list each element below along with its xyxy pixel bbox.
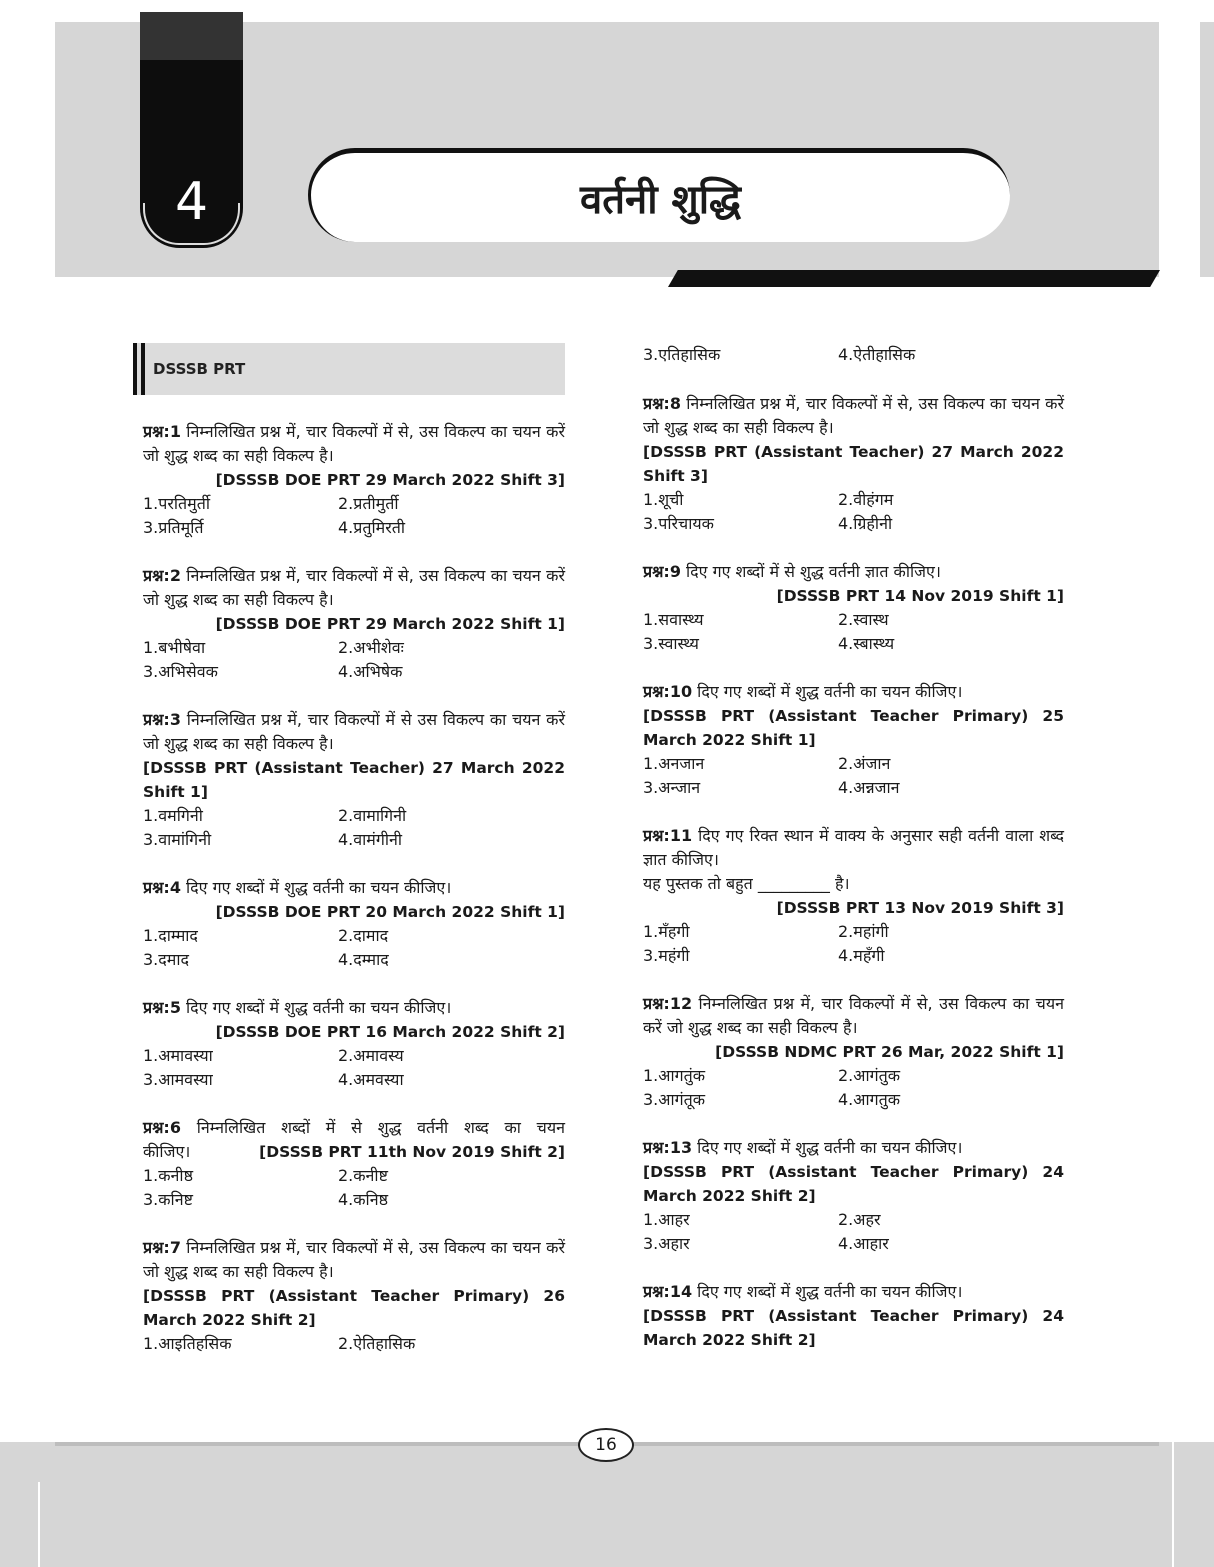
footer-edge — [38, 1482, 40, 1567]
question-label: प्रश्न:9 — [643, 562, 681, 581]
option: 1.आहर — [643, 1210, 690, 1229]
options — [643, 488, 1064, 536]
question-source: [DSSSB DOE PRT 29 March 2022 Shift 1] — [215, 615, 565, 633]
option: 4.स्बास्थ्य — [838, 634, 895, 653]
options — [643, 1208, 1064, 1256]
option: 1.बभीषेवा — [143, 638, 206, 657]
option: 1.वमगिनी — [143, 806, 203, 825]
question-text — [643, 1280, 1064, 1304]
question-source: [DSSSB PRT (Assistant Teacher Primary) 24 March 2022 Shift 2] — [643, 1307, 1064, 1349]
question-text — [143, 708, 565, 756]
tab-cap — [140, 12, 243, 60]
question-8 — [643, 392, 1064, 536]
option: 4.अन्नजान — [838, 778, 900, 797]
question-tail-row — [143, 1140, 565, 1164]
option: 2.अहर — [838, 1210, 881, 1229]
question-1 — [143, 420, 565, 540]
options — [643, 343, 1064, 367]
question-source: [DSSSB DOE PRT 16 March 2022 Shift 2] — [215, 1023, 565, 1041]
question-13 — [643, 1136, 1064, 1256]
question-label: प्रश्न:3 — [143, 710, 181, 729]
question-source: [DSSSB PRT 11th Nov 2019 Shift 2] — [259, 1143, 565, 1161]
option: 3.अन्जान — [643, 778, 701, 797]
option: 2.स्वास्थ — [838, 610, 889, 629]
question-10 — [643, 680, 1064, 800]
option: 2.आगंतुक — [838, 1066, 901, 1085]
question-label: प्रश्न:10 — [643, 682, 693, 701]
option: 3.दमाद — [143, 950, 189, 969]
question-source: [DSSSB PRT (Assistant Teacher) 27 March 2022 Shift 1] — [143, 759, 565, 801]
page-number: 16 — [578, 1428, 634, 1462]
option: 4.वामंगीनी — [338, 830, 403, 849]
question-source: [DSSSB PRT (Assistant Teacher Primary) 26 March 2022 Shift 2] — [143, 1287, 565, 1329]
option: 2.महांगी — [838, 922, 889, 941]
question-body: दिए गए रिक्त स्थान में वाक्य के अनुसार सही वर्तनी वाला शब्द ज्ञात कीजिए। — [643, 826, 1064, 869]
option: 4.आहार — [838, 1234, 889, 1253]
question-label: प्रश्न:11 — [643, 826, 693, 845]
options — [143, 1164, 565, 1212]
option: 2.अमावस्य — [338, 1046, 404, 1065]
option: 3.एतिहासिक — [643, 345, 721, 364]
question-body: दिए गए शब्दों में से शुद्ध वर्तनी ज्ञात कीजिए। — [680, 562, 941, 581]
question-7-continued — [643, 343, 1064, 367]
option: 4.महँगी — [838, 946, 885, 965]
option: 2.दामाद — [338, 926, 389, 945]
question-text — [643, 1136, 1064, 1160]
question-source: [DSSSB PRT 14 Nov 2019 Shift 1] — [776, 587, 1064, 605]
option: 4.आगतुक — [838, 1090, 901, 1109]
question-body: निम्नलिखित प्रश्न में, चार विकल्पों में से, उस विकल्प का चयन करें जो शुद्ध शब्द का सही विकल्प है। — [143, 1238, 565, 1281]
question-source: [DSSSB NDMC PRT 26 Mar, 2022 Shift 1] — [715, 1043, 1064, 1061]
options — [143, 636, 565, 684]
question-6 — [143, 1116, 565, 1212]
question-label: प्रश्न:4 — [143, 878, 181, 897]
question-label: प्रश्न:2 — [143, 566, 181, 585]
question-source: [DSSSB DOE PRT 29 March 2022 Shift 3] — [215, 471, 565, 489]
question-body: निम्नलिखित शब्दों में से शुद्ध वर्तनी शब्द का चयन — [180, 1118, 565, 1137]
question-label: प्रश्न:5 — [143, 998, 181, 1017]
option: 4.प्रतुमिरती — [338, 518, 406, 537]
question-body: दिए गए शब्दों में शुद्ध वर्तनी का चयन कीजिए। — [692, 1138, 963, 1157]
chapter-number: 4 — [174, 172, 209, 232]
question-11 — [643, 824, 1064, 968]
question-text — [643, 824, 1064, 872]
question-body: दिए गए शब्दों में शुद्ध वर्तनी का चयन कीजिए। — [180, 998, 452, 1017]
option: 3.स्वास्थ्य — [643, 634, 699, 653]
question-text — [643, 992, 1064, 1040]
option: 3.आगंतूक — [643, 1090, 706, 1109]
option: 3.कनिष्ट — [143, 1190, 193, 1209]
option: 3.परिचायक — [643, 514, 714, 533]
question-source: [DSSSB PRT 13 Nov 2019 Shift 3] — [776, 899, 1064, 917]
question-4 — [143, 876, 565, 972]
option: 3.वामांगिनी — [143, 830, 212, 849]
question-body: निम्नलिखित प्रश्न में, चार विकल्पों में से, उस विकल्प का चयन करें जो शुद्ध शब्द का सही विकल्प है। — [143, 566, 565, 609]
option: 2.वीहंगम — [838, 490, 894, 509]
question-5 — [143, 996, 565, 1092]
option: 2.प्रतीमुर्ती — [338, 494, 399, 513]
options — [643, 1064, 1064, 1112]
options — [643, 920, 1064, 968]
option: 1.सवास्थ्य — [643, 610, 704, 629]
question-body: निम्नलिखित प्रश्न में, चार विकल्पों में से, उस विकल्प का चयन करें जो शुद्ध शब्द का सही विकल्प है। — [643, 994, 1064, 1037]
chapter-title: वर्तनी शुद्धि — [579, 177, 742, 223]
question-text — [143, 996, 565, 1020]
option: 1.परतिमुर्ती — [143, 494, 210, 513]
question-label: प्रश्न:7 — [143, 1238, 181, 1257]
question-body: निम्नलिखित प्रश्न में, चार विकल्पों में से, उस विकल्प का चयन करें जो शुद्ध शब्द का सही विकल्प है। — [143, 422, 565, 465]
question-text — [643, 392, 1064, 440]
option: 3.अहार — [643, 1234, 690, 1253]
chapter-number-tab — [140, 12, 243, 248]
footer-edge — [1172, 1442, 1174, 1567]
question-text — [143, 1236, 565, 1284]
question-label: प्रश्न:14 — [643, 1282, 693, 1301]
option: 2.कनीष्ट — [338, 1166, 388, 1185]
question-body: दिए गए शब्दों में शुद्ध वर्तनी का चयन कीजिए। — [180, 878, 452, 897]
option: 1.मँहगी — [643, 922, 690, 941]
question-label: प्रश्न:12 — [643, 994, 693, 1013]
option: 4.अमवस्या — [338, 1070, 404, 1089]
option: 4.ऐतीहासिक — [838, 345, 916, 364]
question-14 — [643, 1280, 1064, 1352]
question-2 — [143, 564, 565, 684]
question-label: प्रश्न:1 — [143, 422, 181, 441]
option: 3.महंगी — [643, 946, 690, 965]
chapter-title-pill — [308, 148, 1010, 242]
option: 2.ऐतिहासिक — [338, 1334, 416, 1353]
question-body: निम्नलिखित प्रश्न में, चार विकल्पों में से उस विकल्प का चयन करें जो शुद्ध शब्द का सही विकल्प है। — [143, 710, 565, 753]
section-bar — [141, 343, 145, 395]
question-text — [143, 564, 565, 612]
option: 1.अमावस्या — [143, 1046, 213, 1065]
question-sentence: यह पुस्तक तो बहुत _________ है। — [643, 874, 850, 893]
question-9 — [643, 560, 1064, 656]
option: 4.अभिषेक — [338, 662, 403, 681]
option: 2.वामागिनी — [338, 806, 407, 825]
options — [643, 752, 1064, 800]
question-text — [643, 680, 1064, 704]
option: 1.अनजान — [643, 754, 705, 773]
tab-rim — [143, 203, 240, 245]
question-12 — [643, 992, 1064, 1112]
question-source: [DSSSB DOE PRT 20 March 2022 Shift 1] — [215, 903, 565, 921]
question-label: प्रश्न:8 — [643, 394, 681, 413]
header-accent-bar — [668, 270, 1160, 287]
question-label: प्रश्न:6 — [143, 1118, 181, 1137]
option: 1.आइतिहसिक — [143, 1334, 232, 1353]
question-7 — [143, 1236, 565, 1356]
options — [143, 1044, 565, 1092]
question-body: दिए गए शब्दों में शुद्ध वर्तनी का चयन कीजिए। — [692, 1282, 963, 1301]
options — [643, 608, 1064, 656]
question-text — [143, 876, 565, 900]
options — [143, 924, 565, 972]
question-source: [DSSSB PRT (Assistant Teacher Primary) 24 March 2022 Shift 2] — [643, 1163, 1064, 1205]
option: 3.प्रतिमूर्ति — [143, 518, 204, 537]
question-text — [643, 560, 1064, 584]
question-label: प्रश्न:13 — [643, 1138, 693, 1157]
header-band-edge — [1200, 22, 1214, 277]
option: 1.कनीष्ठ — [143, 1166, 194, 1185]
option: 1.दाम्माद — [143, 926, 198, 945]
option: 4.दम्माद — [338, 950, 389, 969]
options — [143, 492, 565, 540]
question-text — [143, 1116, 565, 1140]
option: 4.कनिष्ठ — [338, 1190, 389, 1209]
section-heading-text: DSSSB PRT — [153, 360, 246, 378]
option: 3.आमवस्या — [143, 1070, 213, 1089]
option: 2.अभीशेवः — [338, 638, 404, 657]
question-source: [DSSSB PRT (Assistant Teacher) 27 March 2022 Shift 3] — [643, 443, 1064, 485]
question-body: निम्नलिखित प्रश्न में, चार विकल्पों में से, उस विकल्प का चयन करें जो शुद्ध शब्द का सही विकल्प है। — [643, 394, 1064, 437]
options — [143, 804, 565, 852]
question-body: दिए गए शब्दों में शुद्ध वर्तनी का चयन कीजिए। — [692, 682, 963, 701]
option: 1.शूची — [643, 490, 684, 509]
option: 2.अंजान — [838, 754, 891, 773]
option: 1.आगतुंक — [643, 1066, 706, 1085]
question-text — [143, 420, 565, 468]
option: 4.ग्रिहीनी — [838, 514, 893, 533]
options — [143, 1332, 565, 1356]
section-heading — [133, 343, 565, 395]
question-tail: कीजिए। — [143, 1142, 191, 1161]
option: 3.अभिसेवक — [143, 662, 218, 681]
question-source: [DSSSB PRT (Assistant Teacher Primary) 25 March 2022 Shift 1] — [643, 707, 1064, 749]
section-bar — [133, 343, 137, 395]
question-3 — [143, 708, 565, 852]
